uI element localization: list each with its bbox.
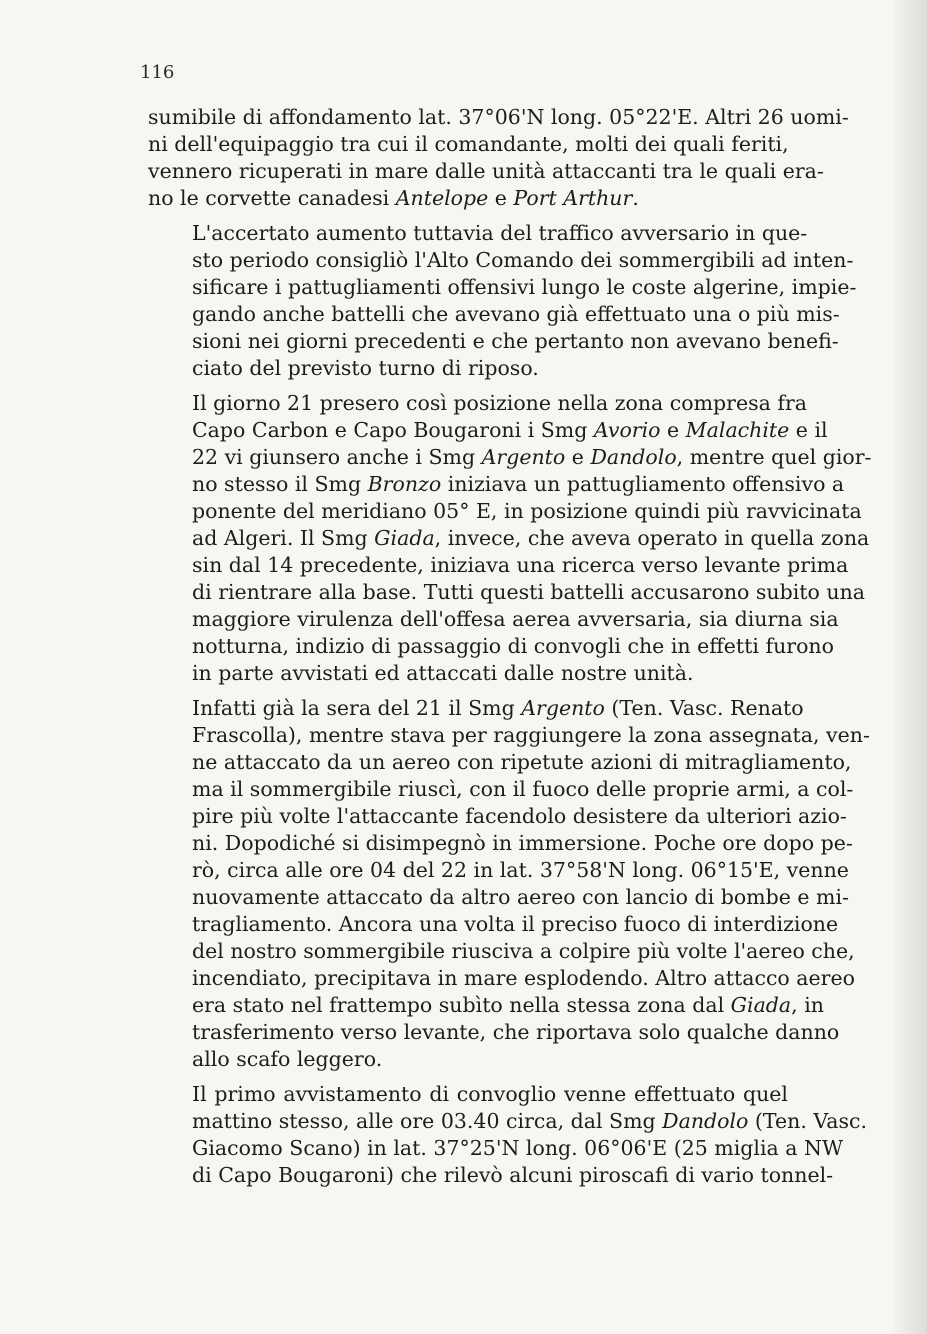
text-line: in parte avvistati ed attaccati dalle nostre unità.: [192, 661, 694, 685]
text-line: maggiore virulenza dell'offesa aerea avversaria, sia diurna sia: [192, 607, 839, 631]
paragraph-1: [148, 104, 849, 212]
text-line: trasferimento verso levante, che riportava solo qualche danno: [192, 1020, 840, 1044]
text-line: L'accertato aumento tuttavia del traffico avversario in que-: [192, 221, 808, 245]
text-line: di Capo Bougaroni) che rilevò alcuni piroscafi di vario tonnel-: [192, 1163, 834, 1187]
text-line: ni. Dopodiché si disimpegnò in immersione. Poche ore dopo pe-: [192, 831, 853, 855]
text-line: gando anche battelli che avevano già effettuato una o più mis-: [192, 302, 840, 326]
text-line: notturna, indizio di passaggio di convogli che in effetti furono: [192, 634, 834, 658]
paragraph-5: [148, 1081, 868, 1189]
text-line: ad Algeri. Il Smg Giada, invece, che aveva operato in quella zona: [192, 526, 870, 550]
text-line: Il primo avvistamento di convoglio venne effettuato quel: [192, 1082, 788, 1106]
text-line: nuovamente attaccato da altro aereo con lancio di bombe e mi-: [192, 885, 849, 909]
page-number: 116: [140, 62, 175, 83]
text-line: incendiato, precipitava in mare esplodendo. Altro attacco aereo: [192, 966, 855, 990]
text-line: pire più volte l'attaccante facendolo desistere da ulteriori azio-: [192, 804, 847, 828]
text-line: del nostro sommergibile riusciva a colpire più volte l'aereo che,: [192, 939, 855, 963]
text-line: ma il sommergibile riuscì, con il fuoco delle proprie armi, a col-: [192, 777, 854, 801]
text-line: ne attaccato da un aereo con ripetute azioni di mitragliamento,: [192, 750, 852, 774]
text-line: Giacomo Scano) in lat. 37°25'N long. 06°06'E (25 miglia a NW: [192, 1136, 844, 1160]
text-line: Capo Carbon e Capo Bougaroni i Smg Avorio e Malachite e il: [192, 418, 828, 442]
paragraph-3: [148, 390, 872, 687]
body-text: [148, 104, 872, 1197]
text-line: ciato del previsto turno di riposo.: [192, 356, 539, 380]
text-line: Infatti già la sera del 21 il Smg Argento (Ten. Vasc. Renato: [192, 696, 804, 720]
text-line: allo scafo leggero.: [192, 1047, 383, 1071]
text-line: di rientrare alla base. Tutti questi battelli accusarono subito una: [192, 580, 866, 604]
text-line: 22 vi giunsero anche i Smg Argento e Dandolo, mentre quel gior-: [192, 445, 872, 469]
paragraph-4: [148, 695, 870, 1073]
text-line: sificare i pattugliamenti offensivi lungo le coste algerine, impie-: [192, 275, 857, 299]
text-line: Frascolla), mentre stava per raggiungere la zona assegnata, ven-: [192, 723, 870, 747]
text-line: ni dell'equipaggio tra cui il comandante, molti dei quali feriti,: [148, 132, 789, 156]
paragraph-2: [148, 220, 857, 382]
text-line: rò, circa alle ore 04 del 22 in lat. 37°58'N long. 06°15'E, venne: [192, 858, 849, 882]
text-line: no stesso il Smg Bronzo iniziava un pattugliamento offensivo a: [192, 472, 845, 496]
text-line: vennero ricuperati in mare dalle unità attaccanti tra le quali era-: [148, 159, 824, 183]
text-line: sto periodo consigliò l'Alto Comando dei sommergibili ad inten-: [192, 248, 854, 272]
text-line: era stato nel frattempo subìto nella stessa zona dal Giada, in: [192, 993, 824, 1017]
text-line: sioni nei giorni precedenti e che pertanto non avevano benefi-: [192, 329, 839, 353]
text-line: tragliamento. Ancora una volta il preciso fuoco di interdizione: [192, 912, 839, 936]
text-line: ponente del meridiano 05° E, in posizione quindi più ravvicinata: [192, 499, 862, 523]
text-line: sin dal 14 precedente, iniziava una ricerca verso levante prima: [192, 553, 849, 577]
text-line: sumibile di affondamento lat. 37°06'N long. 05°22'E. Altri 26 uomi-: [148, 105, 849, 129]
text-line: mattino stesso, alle ore 03.40 circa, dal Smg Dandolo (Ten. Vasc.: [192, 1109, 868, 1133]
page-edge-shadow: [893, 0, 927, 1334]
text-line: no le corvette canadesi Antelope e Port Arthur.: [148, 186, 639, 210]
text-line: Il giorno 21 presero così posizione nella zona compresa fra: [192, 391, 807, 415]
